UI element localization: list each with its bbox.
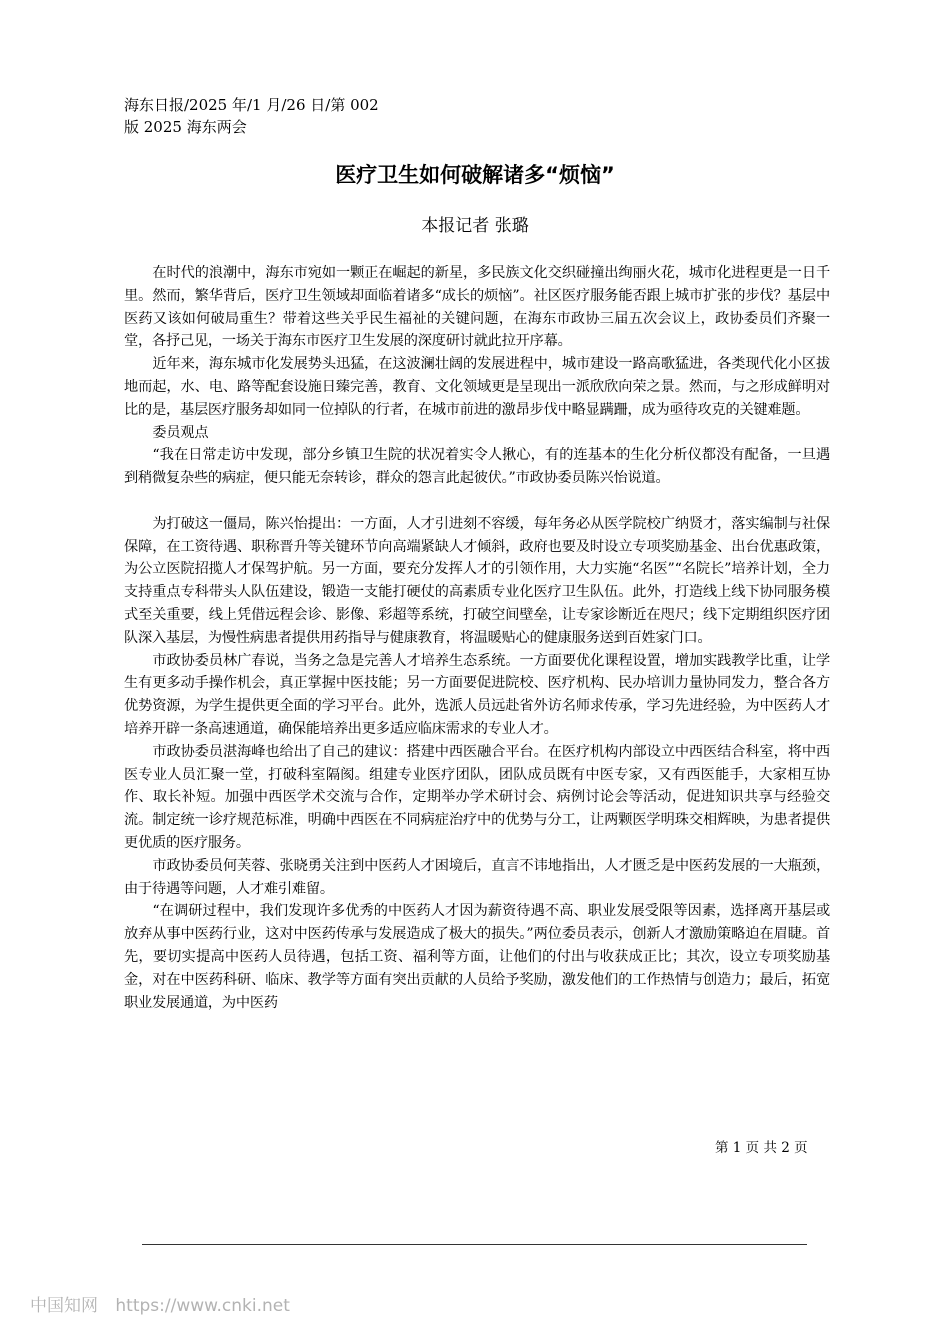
source-line: 版 2025 海东两会 bbox=[124, 118, 247, 136]
article-author: 本报记者 张璐 bbox=[421, 216, 529, 236]
paragraph: “我在日常走访中发现，部分乡镇卫生院的状况着实令人揪心，有的连基本的生化分析仪都没有配备，一旦遇到稍微复杂些的病症，便只能无奈转诊，群众的怨言此起彼伏。”市政协委员陈兴怡说道。 bbox=[124, 447, 830, 487]
footer-divider bbox=[142, 1244, 807, 1245]
source-line: 海东日报/2025 年/1 月/26 日/第 002 bbox=[124, 96, 379, 114]
paragraph: 市政协委员林广春说，当务之急是完善人才培养生态系统。一方面要优化课程设置，增加实践教学比重，让学生有更多动手操作机会，真正掌握中医技能；另一方面要促进院校、医疗机构、民办培训力量协同发力，整合各方优势资源，为学生提供更全面的学习平台。此外，选派人员远赴省外访名师求传承，学习先进经验，为中医药人才培养开辟一条高速通道，确保能培养出更多适应临床需求的专业人才。 bbox=[124, 652, 830, 737]
paragraph: 市政协委员湛海峰也给出了自己的建议：搭建中西医融合平台。在医疗机构内部设立中西医结合科室，将中西医专业人员汇聚一堂，打破科室隔阂。组建专业医疗团队，团队成员既有中医专家，又有西医能手，大家相互协作、取长补短。加强中西医学术交流与合作，定期举办学术研讨会、病例讨论会等活动，促进知识共享与经验交流。制定统一诊疗规范标准，明确中西医在不同病症治疗中的优势与分工，让两颗医学明珠交相辉映，为患者提供更优质的医疗服务。 bbox=[124, 743, 830, 851]
section-heading: 委员观点 bbox=[152, 424, 209, 441]
watermark-url: https://www.cnki.net bbox=[115, 1296, 290, 1316]
paragraph: 近年来，海东城市化发展势头迅猛，在这波澜壮阔的发展进程中，城市建设一路高歌猛进，各类现代化小区拔地而起，水、电、路等配套设施日臻完善，教育、文化领域更是呈现出一派欣欣向荣之景。然而，与之形成鲜明对比的是，基层医疗服务却如同一位掉队的行者，在城市前进的激昂步伐中略显蹒跚，成为亟待攻克的关键难题。 bbox=[124, 356, 830, 418]
paragraph: “在调研过程中，我们发现许多优秀的中医药人才因为薪资待遇不高、职业发展受限等因素，选择离开基层或放弃从事中医药行业，这对中医药传承与发展造成了极大的损失。”两位委员表示，创新人才激励策略迫在眉睫。首先，要切实提高中医药人员待遇，包括工资、福利等方面，让他们的付出与收获成正比；其次，设立专项奖励基金，对在中医药科研、临床、教学等方面有突出贡献的人员给予奖励，激发他们的工作热情与创造力；最后，拓宽职业发展通道，为中医药 bbox=[124, 903, 830, 1011]
watermark bbox=[30, 1294, 290, 1318]
page-number: 第 1 页 共 2 页 bbox=[715, 1140, 808, 1156]
paragraph: 在时代的浪潮中，海东市宛如一颗正在崛起的新星，多民族文化交织碰撞出绚丽火花，城市化进程更是一日千里。然而，繁华背后，医疗卫生领域却面临着诸多“成长的烦恼”。社区医疗服务能否跟上城市扩张的步伐？基层中医药又该如何破局重生？带着这些关乎民生福祉的关键问题，在海东市政协三届五次会议上，政协委员们齐聚一堂，各抒己见，一场关于海东市医疗卫生发展的深度研讨就此拉开序幕。 bbox=[124, 265, 830, 350]
paragraph: 市政协委员何芙蓉、张晓勇关注到中医药人才困境后，直言不讳地指出，人才匮乏是中医药发展的一大瓶颈，由于待遇等问题，人才难引难留。 bbox=[124, 857, 830, 897]
article-body bbox=[124, 262, 830, 1014]
watermark-brand: 中国知网 bbox=[30, 1296, 98, 1316]
article-title: 医疗卫生如何破解诸多“烦恼” bbox=[335, 163, 615, 187]
source-info bbox=[124, 94, 454, 138]
paragraph: 为打破这一僵局，陈兴怡提出：一方面，人才引进刻不容缓，每年务必从医学院校广纳贤才，落实编制与社保保障，在工资待遇、职称晋升等关键环节向高端紧缺人才倾斜，政府也要及时设立专项奖励基金、出台优惠政策，为公立医院招揽人才保驾护航。另一方面，要充分发挥人才的引领作用，大力实施“名医”“名院长”培养计划，全力支持重点专科带头人队伍建设，锻造一支能打硬仗的高素质专业化医疗卫生队伍。此外，打造线上线下协同服务模式至关重要，线上凭借远程会诊、影像、彩超等系统，打破空间壁垒，让专家诊断近在咫尺；线下定期组织医疗团队深入基层，为慢性病患者提供用药指导与健康教育，将温暖贴心的健康服务送到百姓家门口。 bbox=[124, 515, 830, 646]
